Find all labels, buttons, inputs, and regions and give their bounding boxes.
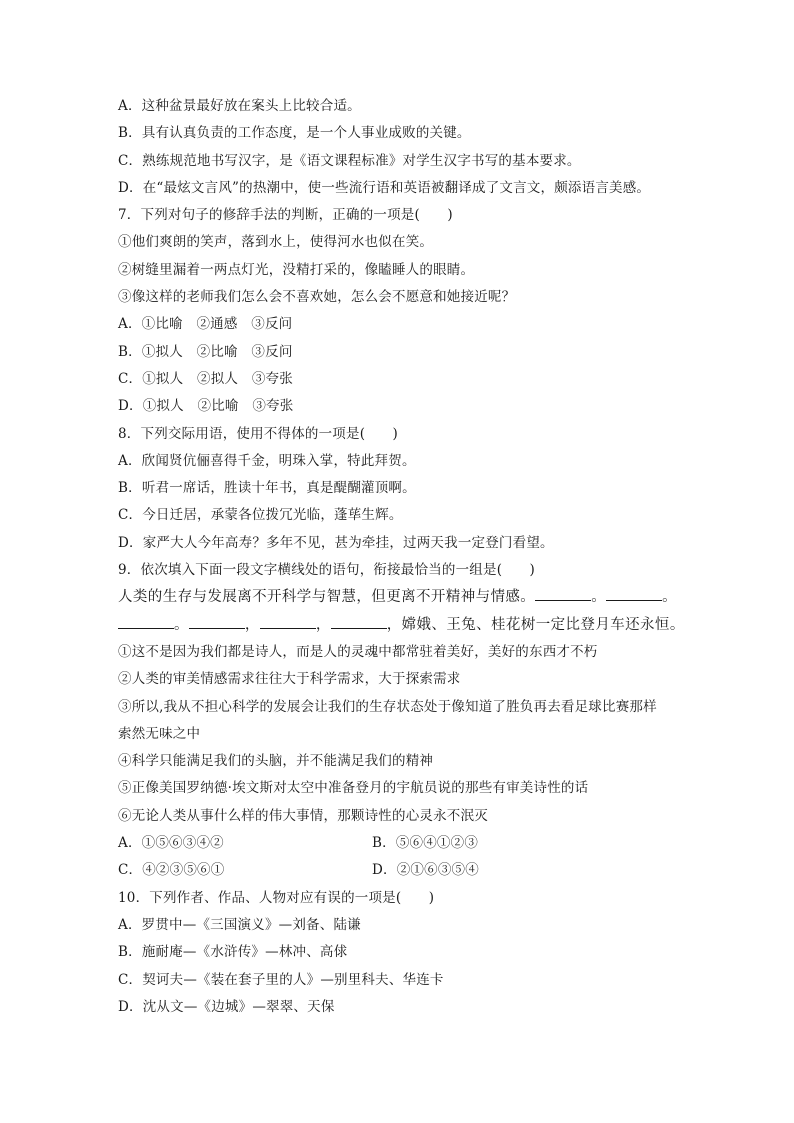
q9-passage-line-1 [118, 584, 698, 611]
q8-option-d: D．家严大人今年高寿？多年不见，甚为牵挂，过两天我一定登门看望。 [118, 534, 554, 551]
q9-item-5: ⑤正像美国罗纳德·埃文斯对太空中准备登月的宇航员说的那些有审美诗性的话 [118, 780, 589, 797]
fill-blank-1 [535, 588, 591, 601]
q8-stem: 8．下列交际用语，使用不得体的一项是( ) [118, 425, 399, 442]
q9-option-b: B．⑤⑥④①②③ [372, 835, 479, 852]
q6-option-c: C．熟练规范地书写汉字，是《语文课程标准》对学生汉字书写的基本要求。 [118, 152, 581, 169]
period-mark: 。 [662, 589, 678, 606]
q9-option-a: A．①⑤⑥③④② [118, 835, 224, 852]
q9-item-2: ②人类的审美情感需求往往大于科学需求，大于探索需求 [118, 671, 461, 688]
q9-passage-line-2 [118, 612, 698, 639]
q10-stem: 10．下列作者、作品、人物对应有误的一项是( ) [118, 889, 435, 906]
fill-blank-4 [189, 616, 245, 629]
comma-mark: ， [244, 616, 260, 633]
comma-mark: ， [315, 616, 331, 633]
comma-mark: ， [386, 616, 402, 633]
fill-blank-6 [331, 616, 387, 629]
q7-stem: 7．下列对句子的修辞手法的判断，正确的一项是( ) [118, 207, 453, 224]
q7-option-c: C．①拟人 ②拟人 ③夸张 [118, 370, 293, 387]
q10-option-c: C．契诃夫—《装在套子里的人》—别里科夫、华连卡 [118, 971, 444, 988]
q9-passage-text: 人类的生存与发展离不开科学与智慧，但更离不开精神与情感。 [118, 589, 536, 606]
q6-option-a: A．这种盆景最好放在案头上比较合适。 [118, 98, 361, 114]
q10-option-b: B．施耐庵—《水浒传》—林冲、高俅 [118, 944, 348, 961]
q9-option-d: D．②①⑥③⑤④ [372, 862, 479, 879]
q9-item-4: ④科学只能满足我们的头脑，并不能满足我们的精神 [118, 753, 434, 770]
q6-option-d: D．在“最炫文言风”的热潮中，使一些流行语和英语被翻译成了文言文，颇添语言美感。 [118, 179, 651, 196]
q7-sentence-3: ③像这样的老师我们怎么会不喜欢她，怎么会不愿意和她接近呢？ [118, 289, 516, 306]
q10-option-a: A．罗贯中—《三国演义》—刘备、陆谦 [118, 916, 361, 933]
q9-item-3: ③所以,我从不担心科学的发展会让我们的生存状态处于像知道了胜负再去看足球比赛那样 [118, 698, 657, 715]
q9-item-1: ①这不是因为我们都是诗人，而是人的灵魂中都常驻着美好，美好的东西才不朽 [118, 643, 598, 660]
q8-option-c: C．今日迁居，承蒙各位拨冗光临，蓬荜生辉。 [118, 507, 403, 524]
q7-option-d: D．①拟人 ②比喻 ③夸张 [118, 398, 294, 415]
q7-option-a: A．①比喻 ②通感 ③反问 [118, 316, 293, 333]
q7-sentence-1: ①他们爽朗的笑声，落到水上，使得河水也似在笑。 [118, 234, 434, 251]
period-mark: 。 [174, 616, 189, 633]
q6-option-b: B．具有认真负责的工作态度，是一个人事业成败的关键。 [118, 125, 471, 142]
fill-blank-2 [606, 588, 662, 601]
fill-blank-5 [260, 616, 316, 629]
q9-option-c: C．④②③⑤⑥① [118, 862, 225, 879]
period-mark: 。 [591, 589, 607, 606]
q7-sentence-2: ②树缝里漏着一两点灯光，没精打采的，像瞌睡人的眼睛。 [118, 261, 475, 278]
q10-option-d: D．沈从文—《边城》—翠翠、天保 [118, 998, 335, 1015]
fill-blank-3 [118, 616, 174, 629]
q8-option-b: B．听君一席话，胜读十年书，真是醍醐灌顶啊。 [118, 480, 416, 497]
q9-item-3-cont: 索然无味之中 [118, 725, 201, 742]
q7-option-b: B．①拟人 ②比喻 ③反问 [118, 343, 293, 360]
q8-option-a: A．欣闻贤伉俪喜得千金，明珠入掌，特此拜贺。 [118, 452, 416, 469]
q9-item-6: ⑥无论人类从事什么样的伟大事情，那颗诗性的心灵永不泯灭 [118, 807, 488, 824]
q9-passage-tail: 嫦娥、王兔、桂花树一定比登月车还永恒。 [401, 616, 685, 633]
question-content [118, 93, 698, 1021]
q9-stem: 9．依次填入下面一段文字横线处的语句，衔接最恰当的一组是( ) [118, 562, 536, 579]
q9-options-row-2 [118, 857, 698, 884]
q9-options-row-1 [118, 830, 698, 857]
